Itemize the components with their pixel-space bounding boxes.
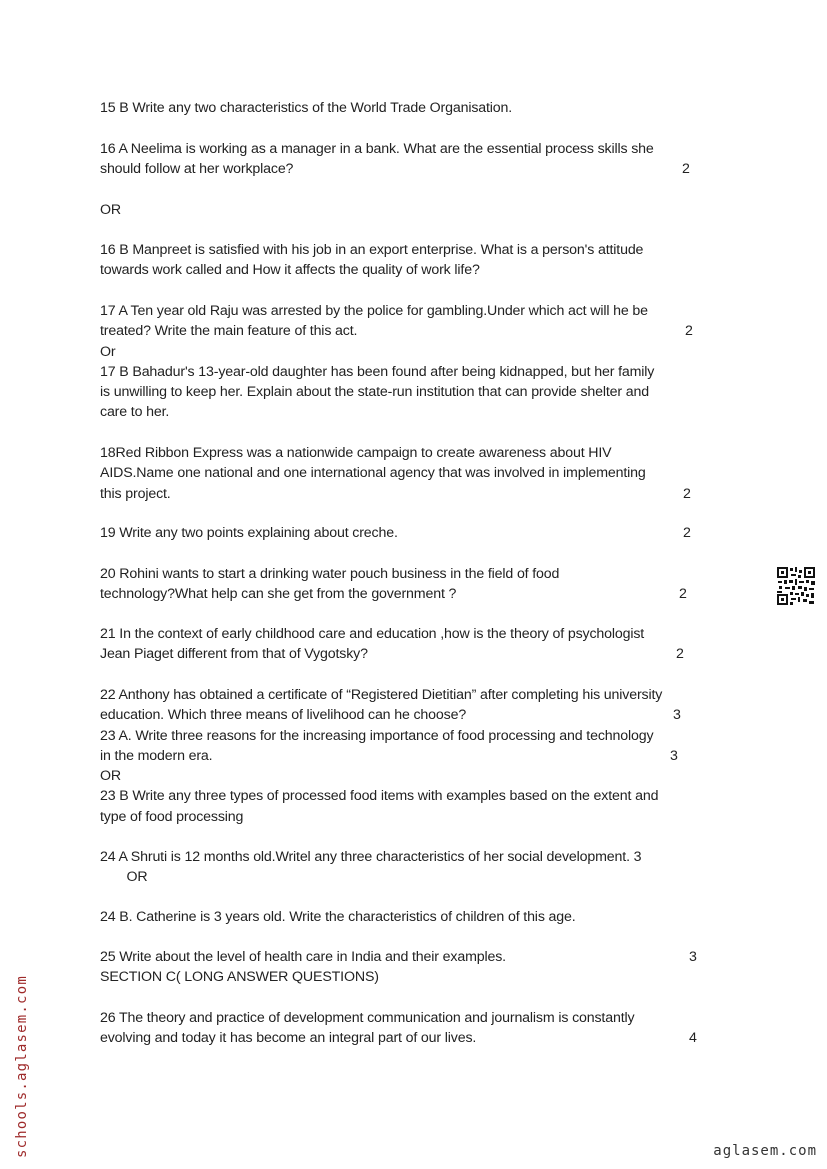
question-line: treated? Write the main feature of this act. — [100, 323, 358, 340]
or-separator — [100, 200, 725, 220]
question-line: 19 Write any two points explaining about creche. — [100, 525, 398, 541]
question-26 — [100, 1008, 725, 1049]
question-line: OR — [100, 768, 121, 785]
question-25 — [100, 947, 725, 988]
question-line: AIDS.Name one national and one international agency that was involved in implementing — [100, 465, 646, 482]
question-line: 23 A. Write three reasons for the increasing importance of food processing and technology — [100, 727, 654, 744]
question-16b — [100, 240, 725, 281]
qr-code-icon — [776, 566, 816, 606]
question-24b — [100, 907, 725, 927]
question-line: 24 A Shruti is 12 months old.Writel any three characteristics of her social development. 3 — [100, 849, 642, 865]
marks-label: 3 — [670, 747, 678, 764]
marks-label: 2 — [676, 646, 684, 663]
question-line: towards work called and How it affects the quality of work life? — [100, 262, 480, 279]
marks-label: 4 — [689, 1030, 697, 1047]
side-watermark: schools.aglasem.com — [14, 975, 30, 1158]
marks-label: 3 — [689, 949, 697, 965]
question-line: this project. — [100, 485, 171, 502]
question-16a — [100, 139, 725, 180]
marks-label: 2 — [682, 161, 690, 178]
question-24a — [100, 847, 725, 888]
question-line: 20 Rohini wants to start a drinking water pouch business in the field of food — [100, 566, 560, 582]
question-line: 16 B Manpreet is satisfied with his job in an export enterprise. What is a person's attitude — [100, 242, 644, 258]
marks-label: 2 — [679, 586, 687, 603]
question-line: 15 B Write any two characteristics of the World Trade Organisation. — [100, 100, 513, 116]
question-17 — [100, 301, 725, 423]
question-20 — [100, 564, 725, 605]
question-18 — [100, 443, 725, 504]
question-line: 24 B. Catherine is 3 years old. Write the characteristics of children of this age. — [100, 909, 576, 925]
question-line: type of food processing — [100, 808, 244, 825]
question-line: Jean Piaget different from that of Vygotsky? — [100, 646, 368, 663]
question-line: OR — [100, 202, 121, 218]
footer-watermark: aglasem.com — [713, 1143, 817, 1159]
question-line: 21 In the context of early childhood care and education ,how is the theory of psychologist — [100, 626, 645, 642]
question-line: technology?What help can she get from the government ? — [100, 586, 457, 603]
question-21 — [100, 624, 725, 665]
question-line: 17 B Bahadur's 13-year-old daughter has been found after being kidnapped, but her family — [100, 363, 655, 380]
section-heading: SECTION C( LONG ANSWER QUESTIONS) — [100, 969, 379, 986]
question-19 — [100, 523, 725, 543]
marks-label: 2 — [685, 323, 693, 340]
question-line: education. Which three means of livelihood can he choose? — [100, 707, 467, 724]
question-line: should follow at her workplace? — [100, 161, 294, 178]
question-line: Or — [100, 343, 116, 360]
question-line: in the modern era. — [100, 747, 213, 764]
marks-label: 2 — [683, 525, 691, 541]
question-line: 16 A Neelima is working as a manager in a bank. What are the essential process skills she — [100, 141, 654, 157]
marks-label: 2 — [683, 485, 691, 502]
question-15b — [100, 98, 725, 118]
question-line: is unwilling to keep her. Explain about the state-run institution that can provide shelter and — [100, 384, 650, 401]
question-line: OR — [100, 869, 148, 886]
question-line: 26 The theory and practice of development communication and journalism is constantly — [100, 1010, 635, 1026]
question-line: 18Red Ribbon Express was a nationwide campaign to create awareness about HIV — [100, 445, 612, 461]
question-line: 25 Write about the level of health care in India and their examples. — [100, 949, 506, 965]
question-line: 17 A Ten year old Raju was arrested by the police for gambling.Under which act will he be — [100, 303, 648, 319]
question-line: 22 Anthony has obtained a certificate of “Registered Dietitian” after completing his university — [100, 687, 663, 703]
question-22-23 — [100, 685, 725, 827]
question-line: evolving and today it has become an integral part of our lives. — [100, 1030, 477, 1047]
question-line: 23 B Write any three types of processed food items with examples based on the extent and — [100, 788, 659, 805]
question-line: care to her. — [100, 404, 170, 421]
marks-label: 3 — [673, 707, 681, 724]
